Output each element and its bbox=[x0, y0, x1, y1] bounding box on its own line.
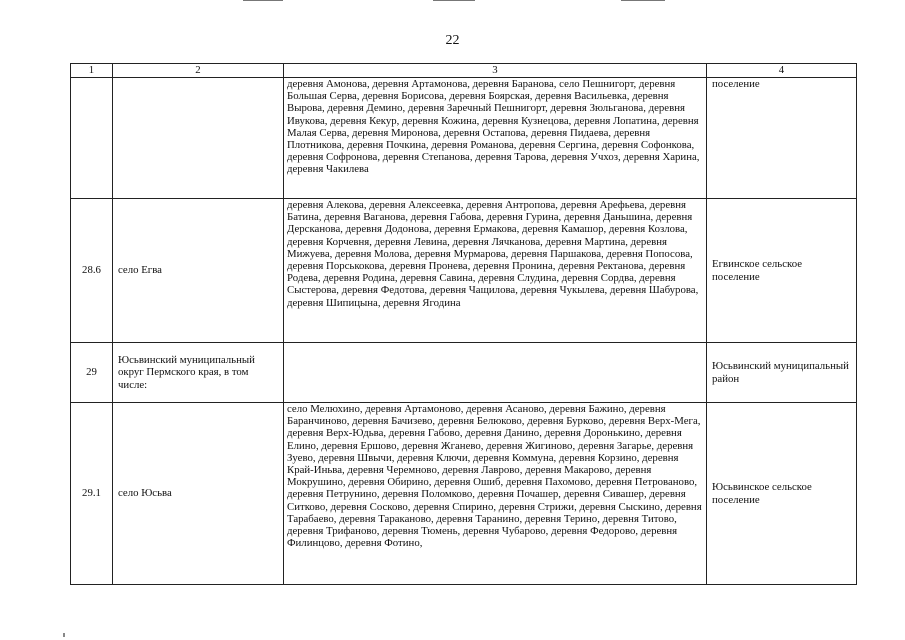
scan-mark bbox=[63, 633, 65, 637]
row-name: село Юсьва bbox=[113, 403, 284, 585]
row-name: Юсьвинский муниципальный округ Пермского края, в том числе: bbox=[113, 343, 284, 403]
header-row bbox=[71, 64, 857, 78]
row-number bbox=[71, 78, 113, 199]
table-row bbox=[71, 343, 857, 403]
top-rule-left bbox=[243, 0, 283, 1]
table-row bbox=[71, 78, 857, 199]
row-number: 29 bbox=[71, 343, 113, 403]
row-name bbox=[113, 78, 284, 199]
row-settlements: деревня Алекова, деревня Алексеевка, деревня Антропова, деревня Арефьева, деревня Батина, деревня Ваганова, деревня Габова, деревня Гурина, деревня Даньшина, деревня Дерсканова, деревня Додонова, деревня Ермакова, деревня Камашор, деревня Козлова, деревня Корчевня, деревня Левина, деревня Лячканова, деревня Мартина, деревня Мижуева, деревня Молова, деревня Мурмарова, деревня Паршакова, деревня Попосова, деревня Порськокова, деревня Пронева, деревня Пронина, деревня Ректанова, деревня Родева, деревня Родина, деревня Савина, деревня Слудина, деревня Сордва, деревня Сыстерова, деревня Федотова, деревня Чащилова, деревня Чукылева, деревня Шабурова, деревня Шипицына, деревня Ягодина bbox=[284, 199, 707, 343]
row-name: село Егва bbox=[113, 199, 284, 343]
row-type: Егвинское сельское поселение bbox=[707, 199, 857, 343]
column-header-1: 1 bbox=[71, 64, 113, 78]
row-number: 28.6 bbox=[71, 199, 113, 343]
top-rule-right bbox=[621, 0, 665, 1]
row-type: поселение bbox=[707, 78, 857, 199]
row-settlements bbox=[284, 343, 707, 403]
row-settlements: село Мелюхино, деревня Артамоново, деревня Асаново, деревня Бажино, деревня Баранчиново, деревня Бачизево, деревня Белюково, деревня Бурково, деревня Верх-Мега, деревня Верх-Юдьва, деревня Габово, деревня Данино, деревня Доронькино, деревня Елино, деревня Ершово, деревня Жганево, деревня Жигиново, деревня Загарье, деревня Зуево, деревня Швычи, деревня Ключи, деревня Коммуна, деревня Корзино, деревня Край-Иньва, деревня Черемново, деревня Лаврово, деревня Макарово, деревня Мокрушино, деревня Обирино, деревня Ошиб, деревня Пахомово, деревня Петрованово, деревня Петрунино, деревня Поломково, деревня Почашер, деревня Сивашер, деревня Ситково, деревня Сосково, деревня Спирино, деревня Стрижи, деревня Сыскино, деревня Тарабаево, деревня Тараканово, деревня Таранино, деревня Терино, деревня Титово, деревня Трифаново, деревня Тюмень, деревня Чубарово, деревня Федорово, деревня Филинцово, деревня Фотино, bbox=[284, 403, 707, 585]
settlements-table bbox=[70, 63, 857, 585]
row-number: 29.1 bbox=[71, 403, 113, 585]
column-header-4: 4 bbox=[707, 64, 857, 78]
row-settlements: деревня Амонова, деревня Артамонова, деревня Баранова, село Пешнигорт, деревня Большая Серва, деревня Борисова, деревня Боярская, деревня Васильевка, деревня Вырова, деревня Демино, деревня Заречный Пешнигорт, деревня Зюльганова, деревня Ивукова, деревня Кекур, деревня Кожина, деревня Кузнецова, деревня Лопатина, деревня Малая Серва, деревня Миронова, деревня Остапова, деревня Пидаева, деревня Плотникова, деревня Почкина, деревня Романова, деревня Сергина, деревня Софонкова, деревня Софронова, деревня Степанова, деревня Тарова, деревня Учхоз, деревня Харина, деревня Чакилева bbox=[284, 78, 707, 199]
column-header-2: 2 bbox=[113, 64, 284, 78]
row-type: Юсьвинское сельское поселение bbox=[707, 403, 857, 585]
column-header-3: 3 bbox=[284, 64, 707, 78]
top-rule-center bbox=[433, 0, 475, 1]
row-type: Юсьвинский муниципальный район bbox=[707, 343, 857, 403]
table-row bbox=[71, 199, 857, 343]
page-number: 22 bbox=[445, 33, 460, 48]
table-row bbox=[71, 403, 857, 585]
